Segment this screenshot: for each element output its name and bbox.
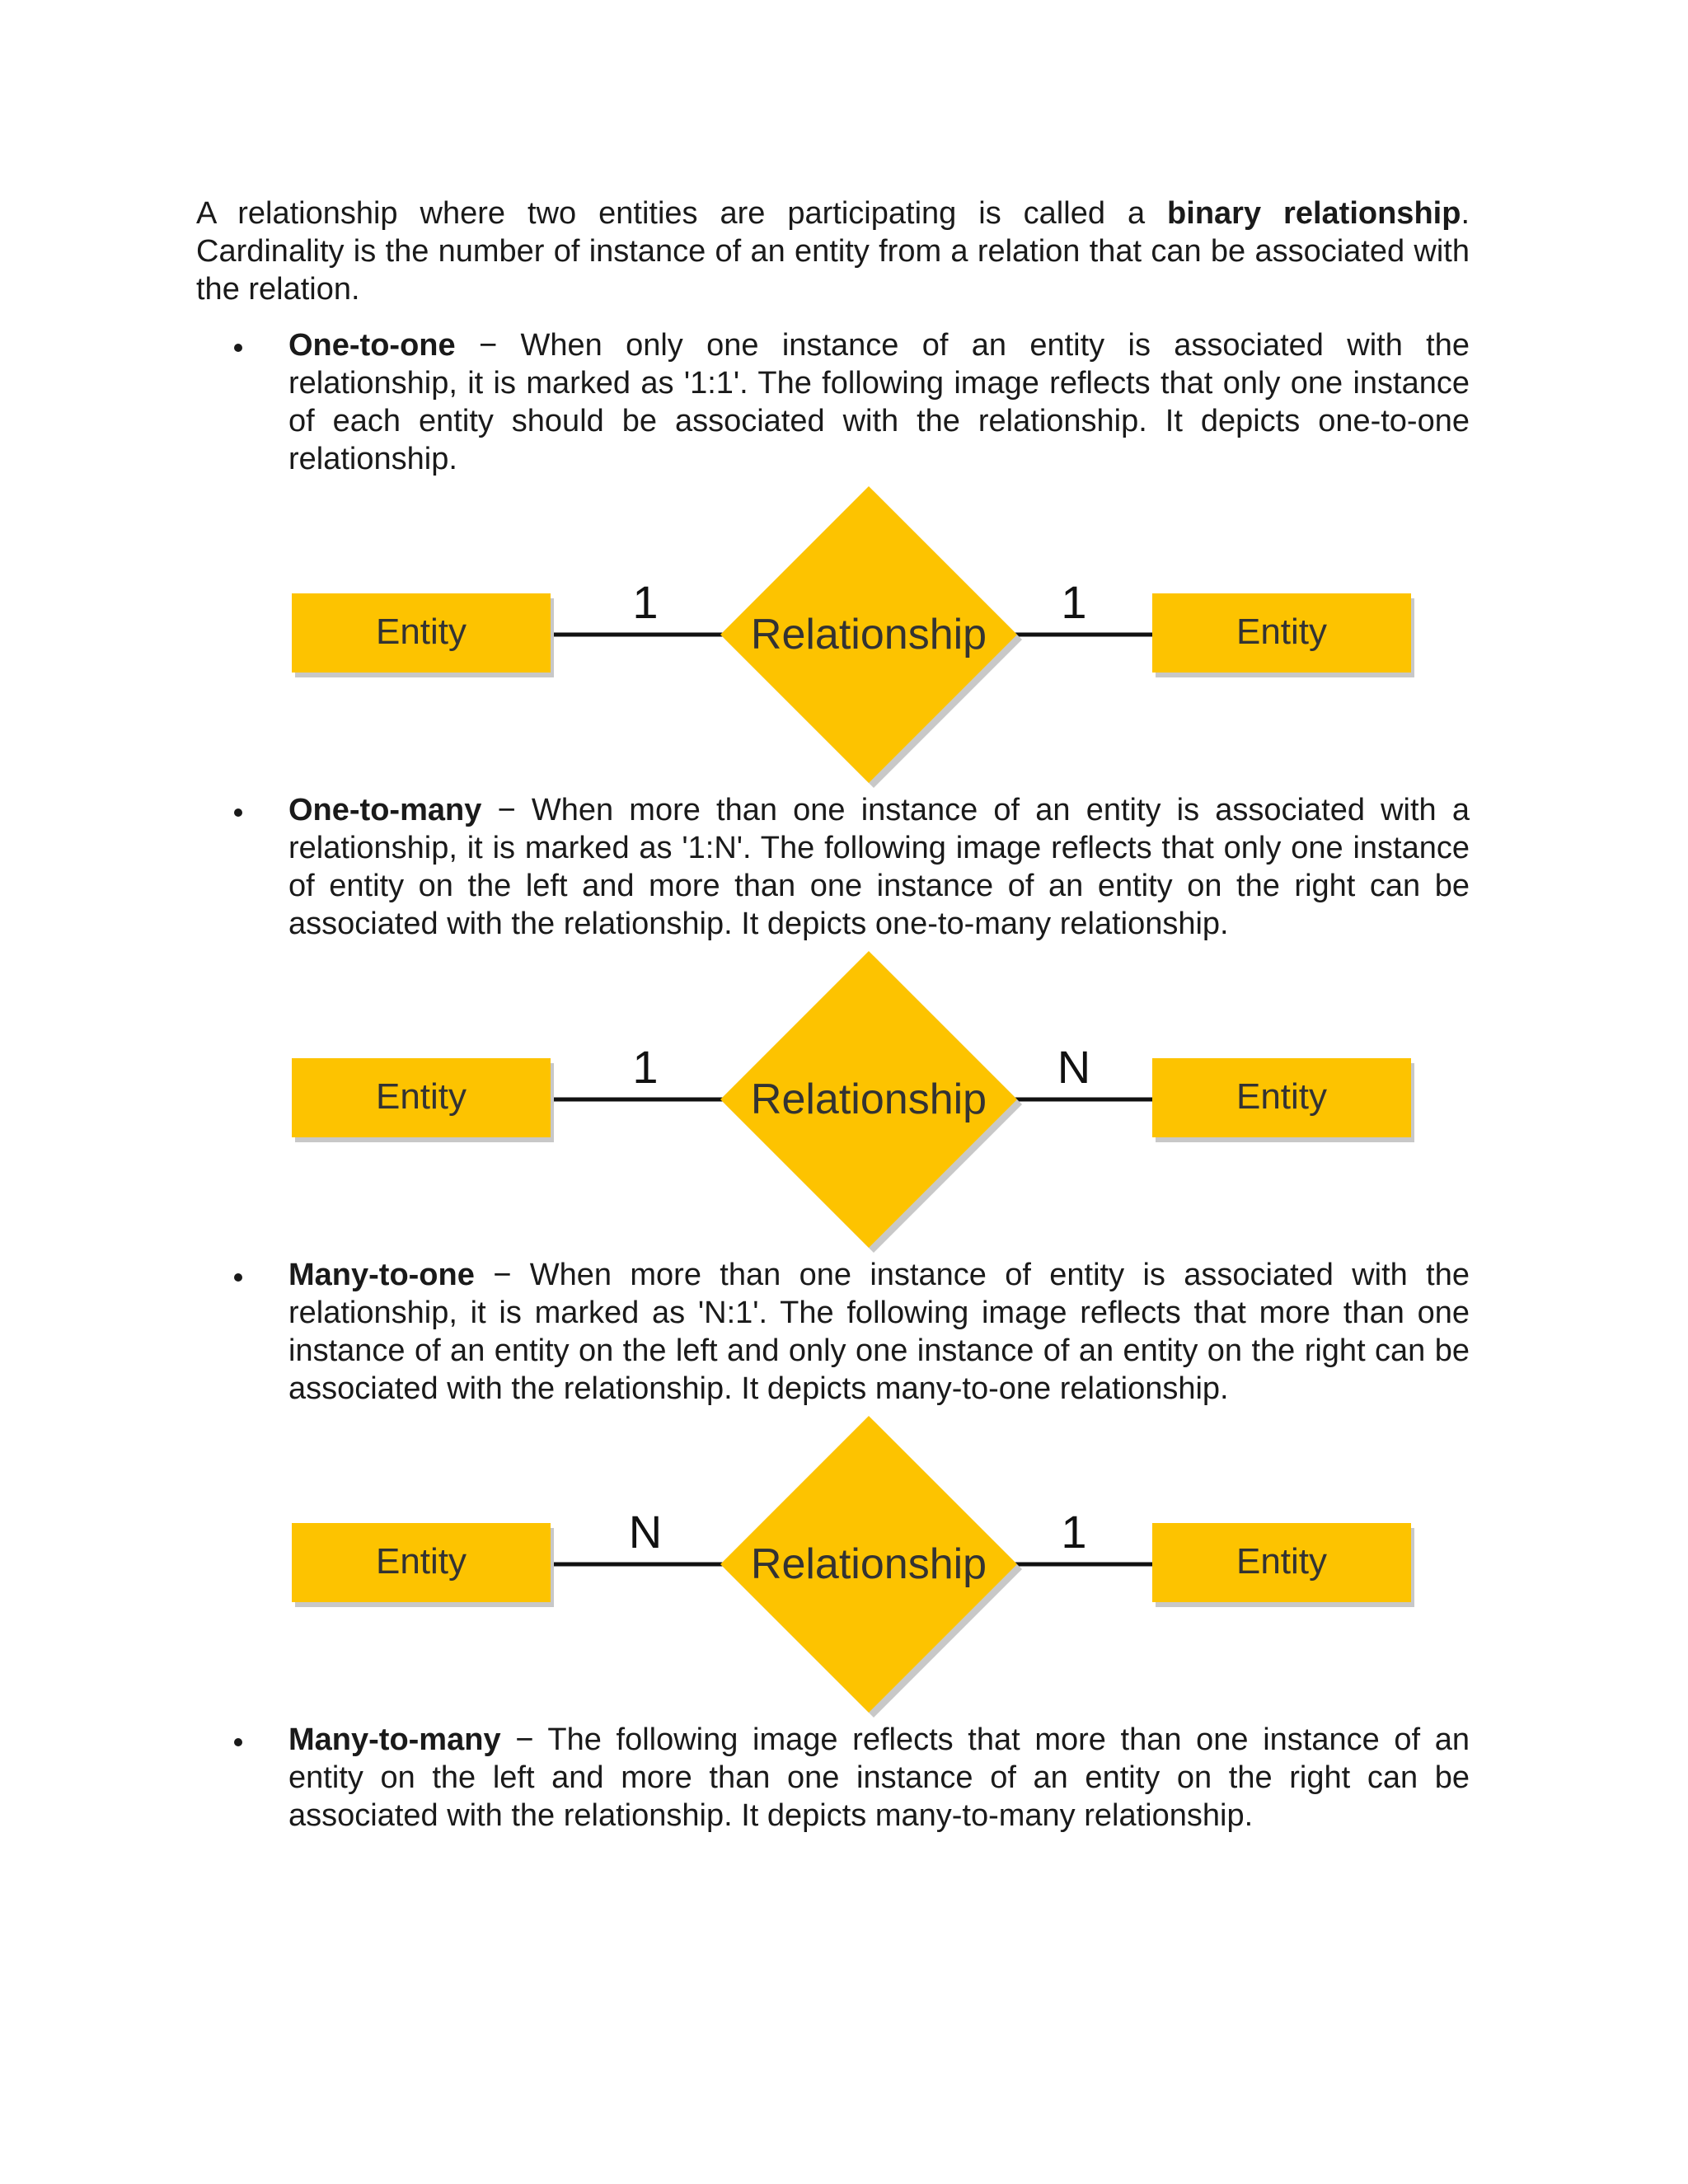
right-entity — [1152, 1523, 1414, 1607]
right-entity-label: Entity — [1236, 612, 1328, 652]
right-entity-label: Entity — [1236, 1076, 1328, 1117]
intro-text-before: A relationship where two entities are participating is called a — [196, 196, 1168, 231]
left-entity — [292, 1523, 554, 1607]
er-diagram-svg — [196, 478, 1470, 791]
bullet-icon — [234, 1273, 242, 1282]
er-diagram-one-to-one — [196, 478, 1470, 791]
item-dash: − — [474, 1258, 530, 1292]
item-term: Many-to-one — [288, 1258, 475, 1292]
er-diagram-one-to-many — [196, 943, 1470, 1256]
item-dash: − — [455, 328, 521, 363]
relationship-diamond — [720, 486, 1022, 788]
item-dash: − — [500, 1722, 548, 1757]
er-diagram-svg — [196, 1408, 1470, 1721]
er-diagram-many-to-one — [196, 1408, 1470, 1721]
left-entity-label: Entity — [375, 1076, 467, 1117]
left-cardinality-label: 1 — [632, 1041, 659, 1093]
bullet-icon — [234, 1738, 242, 1746]
left-entity — [292, 1058, 554, 1142]
left-entity — [292, 593, 554, 677]
item-text: When only one instance of an entity is associated with the relationship, it is marked as '1:1'. The following image reflects that only one instance of each entity should be associated with the relationship. It depicts one-to-one relationship. — [288, 328, 1470, 476]
left-cardinality-label: N — [628, 1506, 663, 1558]
list-item-one-to-one — [196, 326, 1470, 478]
document-body — [196, 194, 1470, 1835]
item-text: The following image reflects that more than one instance of an entity on the left and more than one instance of an entity on the right can be associated with the relationship. It depicts many-to-many relationship. — [288, 1722, 1470, 1833]
list-item-many-to-many — [196, 1721, 1470, 1835]
left-entity-label: Entity — [375, 612, 467, 652]
item-text: When more than one instance of an entity is associated with a relationship, it is marked as '1:N'. The following image reflects that only one instance of entity on the left and more than one instance of an entity on the right can be associated with the relationship. It depicts one-to-many relationship. — [288, 793, 1470, 941]
right-cardinality-label: 1 — [1061, 1506, 1087, 1558]
right-entity-label: Entity — [1236, 1541, 1328, 1582]
left-entity-label: Entity — [375, 1541, 467, 1582]
list-item-one-to-many — [196, 791, 1470, 943]
left-cardinality-label: 1 — [632, 576, 659, 628]
bullet-icon — [234, 344, 242, 352]
er-diagram-svg — [196, 943, 1470, 1256]
bullet-icon — [234, 808, 242, 817]
item-term: Many-to-many — [288, 1722, 501, 1757]
relationship-label: Relationship — [750, 1076, 987, 1123]
item-term: One-to-many — [288, 793, 482, 827]
right-entity — [1152, 1058, 1414, 1142]
relationship-label: Relationship — [750, 1540, 987, 1588]
relationship-diamond — [720, 1416, 1022, 1718]
intro-paragraph — [196, 194, 1470, 308]
item-term: One-to-one — [288, 328, 456, 363]
item-text: When more than one instance of entity is associated with the relationship, it is marked as 'N:1'. The following image reflects that more than one instance of an entity on the left and only one instance of an entity on the right can be associated with the relationship. It depicts many-to-one relationship. — [288, 1258, 1470, 1406]
intro-text-after: . Cardinality is the number of instance of an entity from a relation that can be associated with the relation. — [196, 196, 1470, 307]
intro-bold-term: binary relationship — [1167, 196, 1461, 231]
item-dash: − — [481, 793, 532, 827]
relationship-diamond — [720, 951, 1022, 1253]
right-entity — [1152, 593, 1414, 677]
list-item-many-to-one — [196, 1256, 1470, 1408]
right-cardinality-label: 1 — [1061, 576, 1087, 628]
relationship-label: Relationship — [750, 611, 987, 658]
right-cardinality-label: N — [1057, 1041, 1091, 1093]
